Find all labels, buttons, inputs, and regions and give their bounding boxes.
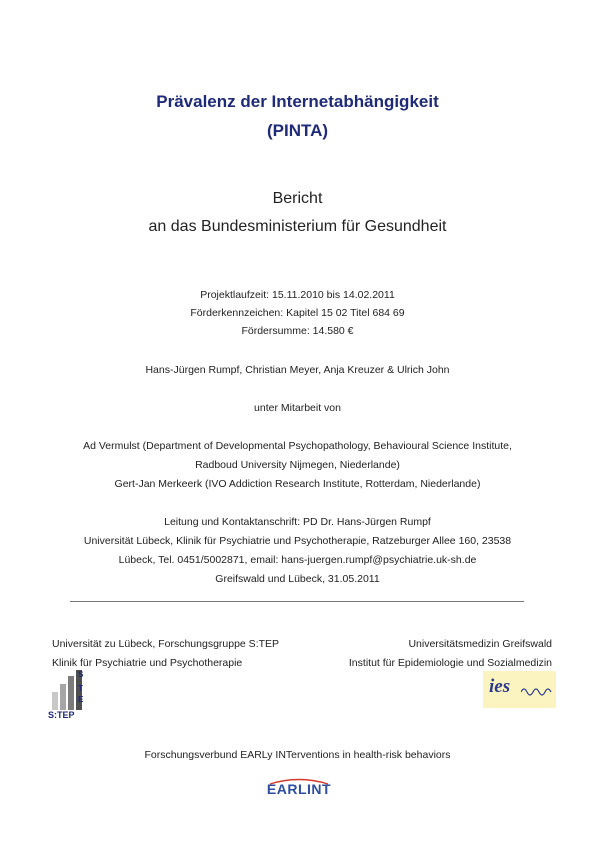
document-title-acronym: (PINTA) — [266, 121, 329, 140]
ies-wave-icon — [521, 684, 553, 696]
consortium-name: Forschungsverbund EARLy INTerventions in health-risk behaviors — [144, 749, 451, 761]
step-logo — [48, 670, 88, 722]
step-logo-letter-s: S — [78, 670, 84, 679]
funding-code: Förderkennzeichen: Kapitel 15 02 Titel 684 69 — [190, 307, 405, 319]
funding-sum: Fördersumme: 14.580 € — [241, 325, 354, 337]
document-title: Prävalenz der Internetabhängigkeit — [156, 92, 439, 111]
date-place: Greifswald und Lübeck, 31.05.2011 — [215, 573, 380, 585]
report-label: Bericht — [272, 190, 323, 207]
left-institution-line-1: Universität zu Lübeck, Forschungsgruppe S:TEP — [52, 638, 280, 650]
ies-logo — [483, 671, 556, 708]
step-logo-letter-t: T — [78, 684, 83, 693]
right-institution-line-1: Universitätsmedizin Greifswald — [408, 638, 552, 650]
horizontal-divider — [70, 601, 524, 602]
contact-line-2: Universität Lübeck, Klinik für Psychiatrie und Psychotherapie, Ratzeburger Allee 160, 23538 — [83, 535, 512, 547]
step-logo-letter-e: E — [78, 695, 84, 704]
collaborator-line-1: Ad Vermulst (Department of Developmental Psychopathology, Behavioural Science Institute, — [83, 440, 512, 452]
authors: Hans-Jürgen Rumpf, Christian Meyer, Anja Kreuzer & Ulrich John — [145, 364, 450, 376]
left-institution-line-2: Klinik für Psychiatrie und Psychotherapie — [52, 657, 243, 669]
collaborator-line-2: Radboud University Nijmegen, Niederlande) — [195, 459, 400, 471]
ies-logo-text: ies — [489, 676, 511, 697]
contact-line-3: Lübeck, Tel. 0451/5002871, email: hans-juergen.rumpf@psychiatrie.uk-sh.de — [118, 554, 477, 566]
earlint-logo-text: EARLINT — [266, 781, 332, 797]
right-institution-line-2: Institut für Epidemiologie und Sozialmedizin — [348, 657, 552, 669]
report-recipient: an das Bundesministerium für Gesundheit — [148, 218, 447, 235]
collaborator-line-3: Gert-Jan Merkeerk (IVO Addiction Research Institute, Rotterdam, Niederlande) — [114, 478, 481, 490]
step-logo-text: S:TEP — [48, 710, 75, 720]
earlint-logo — [266, 779, 332, 801]
contact-line-1: Leitung und Kontaktanschrift: PD Dr. Hans-Jürgen Rumpf — [164, 516, 431, 528]
collaboration-label: unter Mitarbeit von — [254, 402, 341, 414]
project-duration: Projektlaufzeit: 15.11.2010 bis 14.02.2011 — [200, 289, 395, 301]
